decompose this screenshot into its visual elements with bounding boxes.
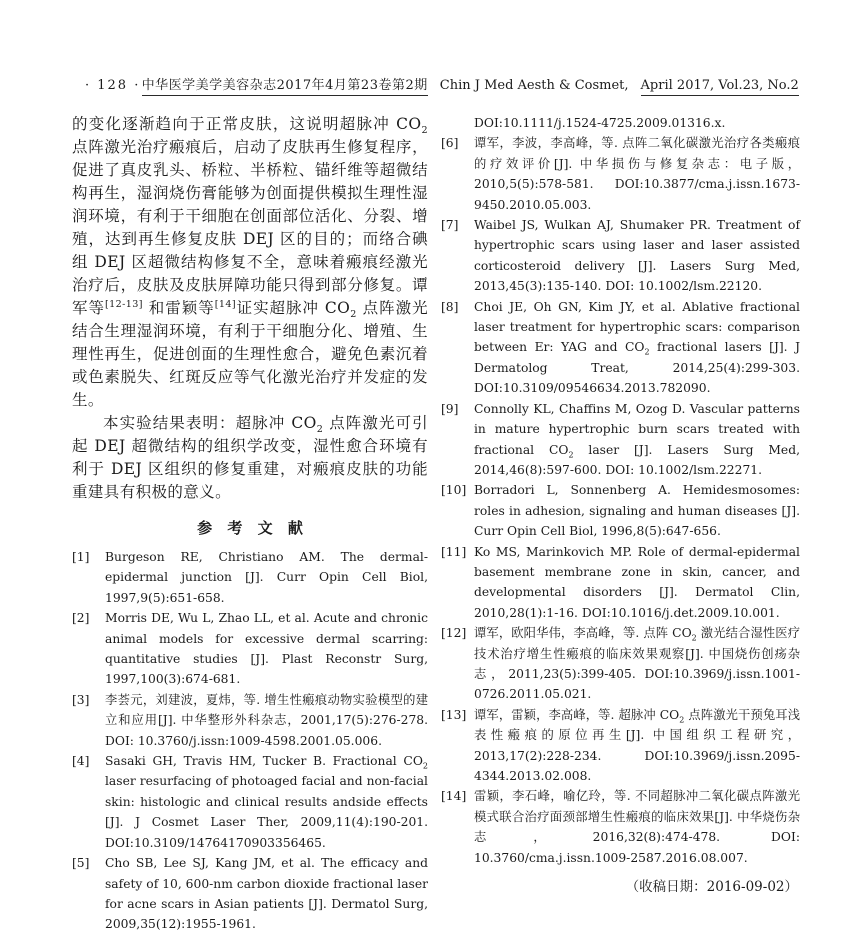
reference-item-8 [441, 297, 800, 399]
reference-number: [10] [441, 483, 467, 498]
reference-number: [1] [72, 550, 90, 564]
reference-item-6 [441, 133, 800, 215]
journal-title-en: Chin J Med Aesth & Cosmet, [439, 78, 629, 93]
reference-number: [12] [441, 626, 467, 641]
reference-item-5 [72, 853, 428, 935]
reference-text: Cho SB, Lee SJ, Kang JM, et al. The efficacy and safety of 10, 600-nm carbon dioxide fractional laser for acne scars in Asian patients [J]. Dermatol Surg, 2009,35(12):1955-1961. [105, 856, 428, 932]
reference-text: Waibel JS, Wulkan AJ, Shumaker PR. Treatment of hypertrophic scars using laser and laser assisted corticosteroid delivery [J]. Lasers Surg Med, 2013,45(3):135-140. DOI: 10.1002/lsm.22120. [474, 218, 800, 294]
references-heading: 参 考 文 献 [197, 519, 303, 537]
reference-number: [11] [441, 544, 467, 559]
reference-item-5-continuation [441, 113, 800, 133]
reference-text: Choi JE, Oh GN, Kim JY, et al. Ablative fractional laser treatment for hypertrophic scars: comparison between Er: YAG and $CO_2$ fractional lasers [J]. J Dermatolog Treat, 2014,25(4):299-303. DOI:10.3109/09546634.2013.782090. [474, 299, 800, 396]
reference-number: [7] [441, 218, 459, 233]
reference-item-13 [441, 705, 800, 787]
reference-number: [14] [441, 789, 467, 804]
reference-number: [4] [72, 754, 90, 769]
reference-number: [5] [72, 856, 90, 871]
two-column-layout [72, 113, 800, 935]
reference-item-12 [441, 623, 800, 705]
reference-text: Morris DE, Wu L, Zhao LL, et al. Acute and chronic animal models for excessive dermal scarring: quantitative studies [J]. Plast Reconstr Surg, 1997,100(3):674-681. [105, 611, 428, 687]
page-header [72, 74, 800, 96]
journal-masthead [140, 74, 800, 96]
reference-text: 雷颖，李石峰，喻亿玲，等. 不同超脉冲二氧化碳点阵激光模式联合治疗面颈部增生性瘢痕的临床效果[J]. 中华烧伤杂志，2016,32(8):474-478. DOI: 10.3760/cma.j.issn.1009-2587.2016.08.007. [474, 789, 800, 865]
reference-item-4 [72, 751, 428, 853]
reference-text: Connolly KL, Chaffins M, Ozog D. Vascular patterns in mature hypertrophic burn scars treated with fractional $CO_2$ laser [J]. Lasers Surg Med, 2014,46(8):597-600. DOI: 10.1002/lsm.22271. [474, 401, 800, 477]
left-column [72, 113, 428, 935]
reference-text: 谭军，雷颖，李高峰，等. 超脉冲 $CO_2$ 点阵激光干预兔耳浅表性瘢痕的原位再生[J]. 中国组织工程研究，2013,17(2):228-234. DOI:10.3969/j.issn.2095-4344.2013.02.008. [474, 707, 800, 783]
reference-number-empty [441, 113, 474, 133]
reference-text: 谭军，欧阳华伟，李高峰，等. 点阵 $CO_2$ 激光结合湿性医疗技术治疗增生性瘢痕的临床效果观察[J]. 中国烧伤创疡杂志，2011,23(5):399-405. DOI:10.3969/j.issn.1001-0726.2011.05.021. [474, 626, 800, 702]
discussion-paragraph: 的变化逐渐趋向于正常皮肤，这说明超脉冲 $CO_2$ 点阵激光治疗瘢痕后，启动了皮肤再生修复程序，促进了真皮乳头、桥粒、半桥粒、锚纤维等超微结构再生，湿润烧伤膏能够为创面提供模拟生理性湿润环境，有利于干细胞在创面部位活化、分裂、增殖，达到再生修复皮肤 DEJ 区的目的；而络合碘组 DEJ 区超微结构修复不全，意味着瘢痕经激光治疗后，皮肤及皮肤屏障功能只得到部分修复。谭军等[12-13] 和雷颖等[14]证实超脉冲 $CO_2$ 点阵激光结合生理湿润环境，有利于干细胞分化、增殖、生理性再生，促进创面的生理性愈合，避免色素沉着或色素脱失、红斑反应等气化激光治疗并发症的发生。 [72, 115, 428, 409]
journal-title-cn: 中华医学美学美容杂志2017年4月第23卷第2期 [142, 74, 428, 96]
reference-number: [13] [441, 707, 467, 722]
reference-item-7 [441, 215, 800, 297]
reference-text: Ko MS, Marinkovich MP. Role of dermal-epidermal basement membrane zone in skin, cancer, and developmental disorders [J]. Dermatol Clin, 2010,28(1):1-16. DOI:10.1016/j.det.2009.10.001. [474, 544, 800, 620]
reference-text: Burgeson RE, Christiano AM. The dermal-epidermal junction [J]. Curr Opin Cell Biol, 1997,9(5):651-658. [105, 550, 428, 605]
reference-number: [6] [441, 136, 459, 151]
reference-number: [9] [441, 401, 459, 416]
reference-item-3 [72, 690, 428, 751]
right-column [441, 113, 800, 935]
reference-text: 谭军，李波，李高峰，等. 点阵二氧化碳激光治疗各类瘢痕的疗效评价[J]. 中华损伤与修复杂志：电子版，2010,5(5):578-581. DOI:10.3877/cma.j.issn.1673-9450.2010.05.003. [474, 136, 800, 212]
reference-number: [3] [72, 692, 90, 707]
reference-number: [2] [72, 611, 90, 626]
conclusion-paragraph: 本实验结果表明：超脉冲 $CO_2$ 点阵激光可引起 DEJ 超微结构的组织学改变，湿性愈合环境有利于 DEJ 区组织的修复重建，对瘢痕皮肤的功能重建具有积极的意义。 [72, 414, 428, 501]
reference-item-2 [72, 608, 428, 690]
reference-text: DOI:10.1111/j.1524-4725.2009.01316.x. [474, 116, 726, 130]
received-date: （收稿日期：2016-09-02） [625, 879, 798, 896]
reference-number: [8] [441, 299, 459, 314]
journal-issue-en: April 2017, Vol.23, No.2 [641, 78, 799, 96]
reference-item-11 [441, 542, 800, 624]
reference-text: Borradori L, Sonnenberg A. Hemidesmosomes: roles in adhesion, signaling and human diseases [J]. Curr Opin Cell Biol, 1996,8(5):647-656. [474, 483, 800, 539]
reference-item-1 [72, 547, 428, 608]
reference-text: 李荟元，刘建波，夏炜，等. 增生性瘢痕动物实验模型的建立和应用[J]. 中华整形外科杂志，2001,17(5):276-278. DOI: 10.3760/j.issn:1009-4598.2001.05.006. [105, 692, 428, 748]
page-number: · 128 · [85, 78, 141, 93]
reference-text: Sasaki GH, Travis HM, Tucker B. Fractional $CO_2$ laser resurfacing of photoaged facial and non-facial skin: histologic and clinical results andside effects [J]. J Cosmet Laser Ther, 2009,11(4):190-201. DOI:10.3109/14764170903356465. [105, 754, 428, 850]
reference-item-10 [441, 480, 800, 541]
reference-item-14 [441, 786, 800, 868]
reference-item-9 [441, 399, 800, 481]
